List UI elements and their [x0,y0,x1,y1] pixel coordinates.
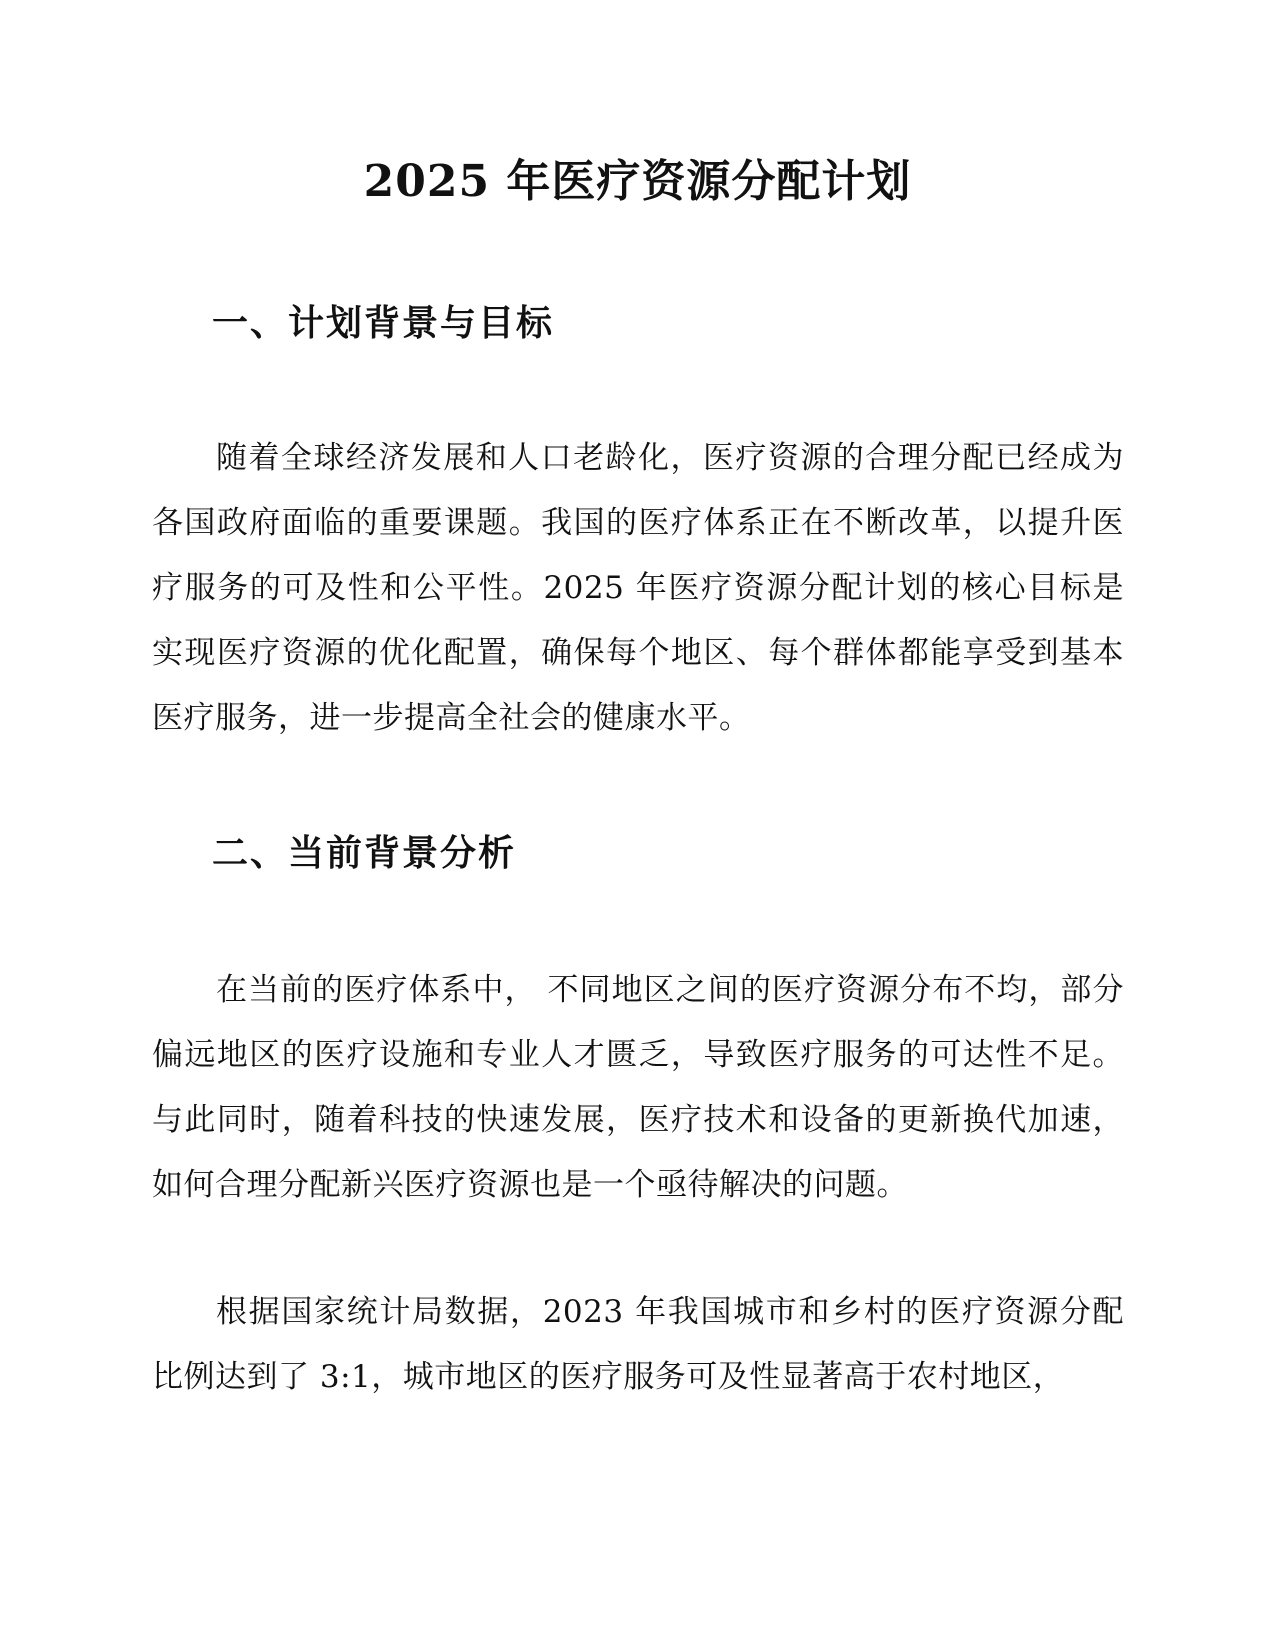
paragraph-current-analysis: 在当前的医疗体系中， 不同地区之间的医疗资源分布不均，部分偏远地区的医疗设施和专业人才匮乏，导致医疗服务的可达性不足。与此同时，随着科技的快速发展，医疗技术和设备的更新换代加速，如何合理分配新兴医疗资源也是一个亟待解决的问题。 [152,972,1124,1203]
section-heading-current-analysis: 二、当前背景分析 [212,833,517,874]
paragraph-background-goals: 随着全球经济发展和人口老龄化，医疗资源的合理分配已经成为各国政府面临的重要课题。我国的医疗体系正在不断改革，以提升医疗服务的可及性和公平性。2025 年医疗资源分配计划的核心目标是实现医疗资源的优化配置，确保每个地区、每个群体都能享受到基本医疗服务，进一步提高全社会的健康水平。 [152,440,1124,736]
paragraph-statistics: 根据国家统计局数据，2023 年我国城市和乡村的医疗资源分配比例达到了 3:1，城市地区的医疗服务可及性显著高于农村地区， [152,1294,1124,1395]
section-heading-background-goals: 一、计划背景与目标 [212,303,555,344]
document-title: 2025 年医疗资源分配计划 [363,156,912,207]
